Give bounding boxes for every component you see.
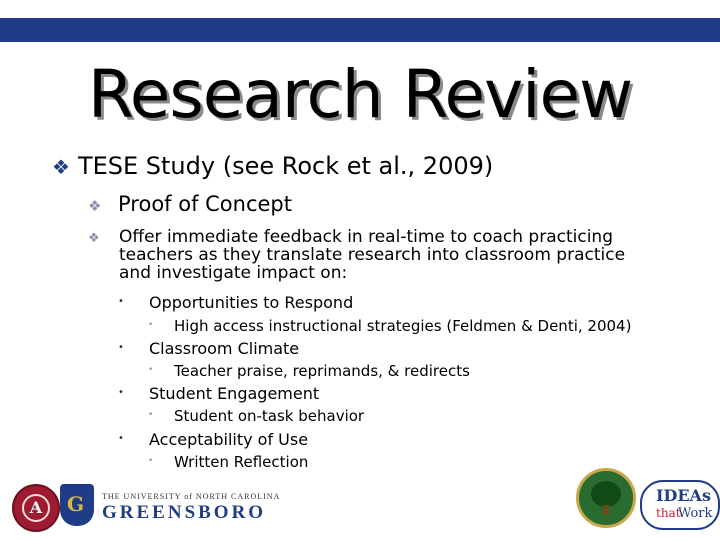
main-bullet-text: TESE Study (see Rock et al., 2009) [77, 152, 494, 180]
ideas-text: IDEAs [656, 486, 711, 505]
dot-bullet-icon: • [118, 433, 124, 444]
uncg-logo [102, 492, 280, 524]
seal-letter: A [29, 498, 43, 517]
ideas-that-work-logo [640, 480, 720, 530]
that-text: that [656, 506, 681, 520]
dot-bullet-icon: • [148, 410, 154, 420]
topic-detail-text: Teacher praise, reprimands, & redirects [174, 362, 470, 380]
topic-label: Acceptability of Use [149, 430, 309, 449]
shield-letter: G [67, 492, 85, 516]
dot-bullet-icon: • [118, 342, 124, 353]
diamond-bullet-icon: ❖ [88, 231, 100, 246]
shield-logo [60, 484, 94, 526]
topic-detail-text: Written Reflection [174, 453, 309, 471]
topic-label: Opportunities to Respond [149, 293, 354, 312]
slide-title: Research Review [87, 56, 633, 133]
work-text: Work [678, 506, 713, 521]
topic-detail-text: High access instructional strategies (Feldmen & Denti, 2004) [174, 317, 632, 335]
dot-bullet-icon: • [118, 296, 124, 307]
sub-bullet-text: Proof of Concept [118, 192, 292, 216]
sub-bullet-proof [88, 192, 292, 216]
tree-icon [591, 481, 621, 507]
dot-bullet-icon: • [148, 365, 154, 375]
education-department-seal-logo [576, 468, 636, 528]
top-accent-bar [0, 18, 720, 42]
topic-detail-text: Student on-task behavior [174, 407, 365, 425]
main-bullet [52, 152, 493, 180]
topic-label: Classroom Climate [149, 339, 300, 358]
diamond-bullet-icon: ❖ [88, 197, 102, 215]
uncg-big-text: GREENSBORO [102, 502, 267, 523]
dot-bullet-icon: • [118, 387, 124, 398]
sub-bullet-text: Offer immediate feedback in real-time to coach practicing teachers as they translate research into classroom practice and investigate impact on: [119, 227, 626, 283]
topic-label: Student Engagement [149, 384, 320, 403]
dot-bullet-icon: • [148, 320, 154, 330]
alabama-seal-logo [12, 484, 60, 532]
diamond-bullet-icon: ❖ [52, 155, 70, 179]
uncg-small-text: THE UNIVERSITY of NORTH CAROLINA [102, 492, 281, 501]
dot-bullet-icon: • [148, 456, 154, 466]
tree-trunk [603, 505, 609, 515]
